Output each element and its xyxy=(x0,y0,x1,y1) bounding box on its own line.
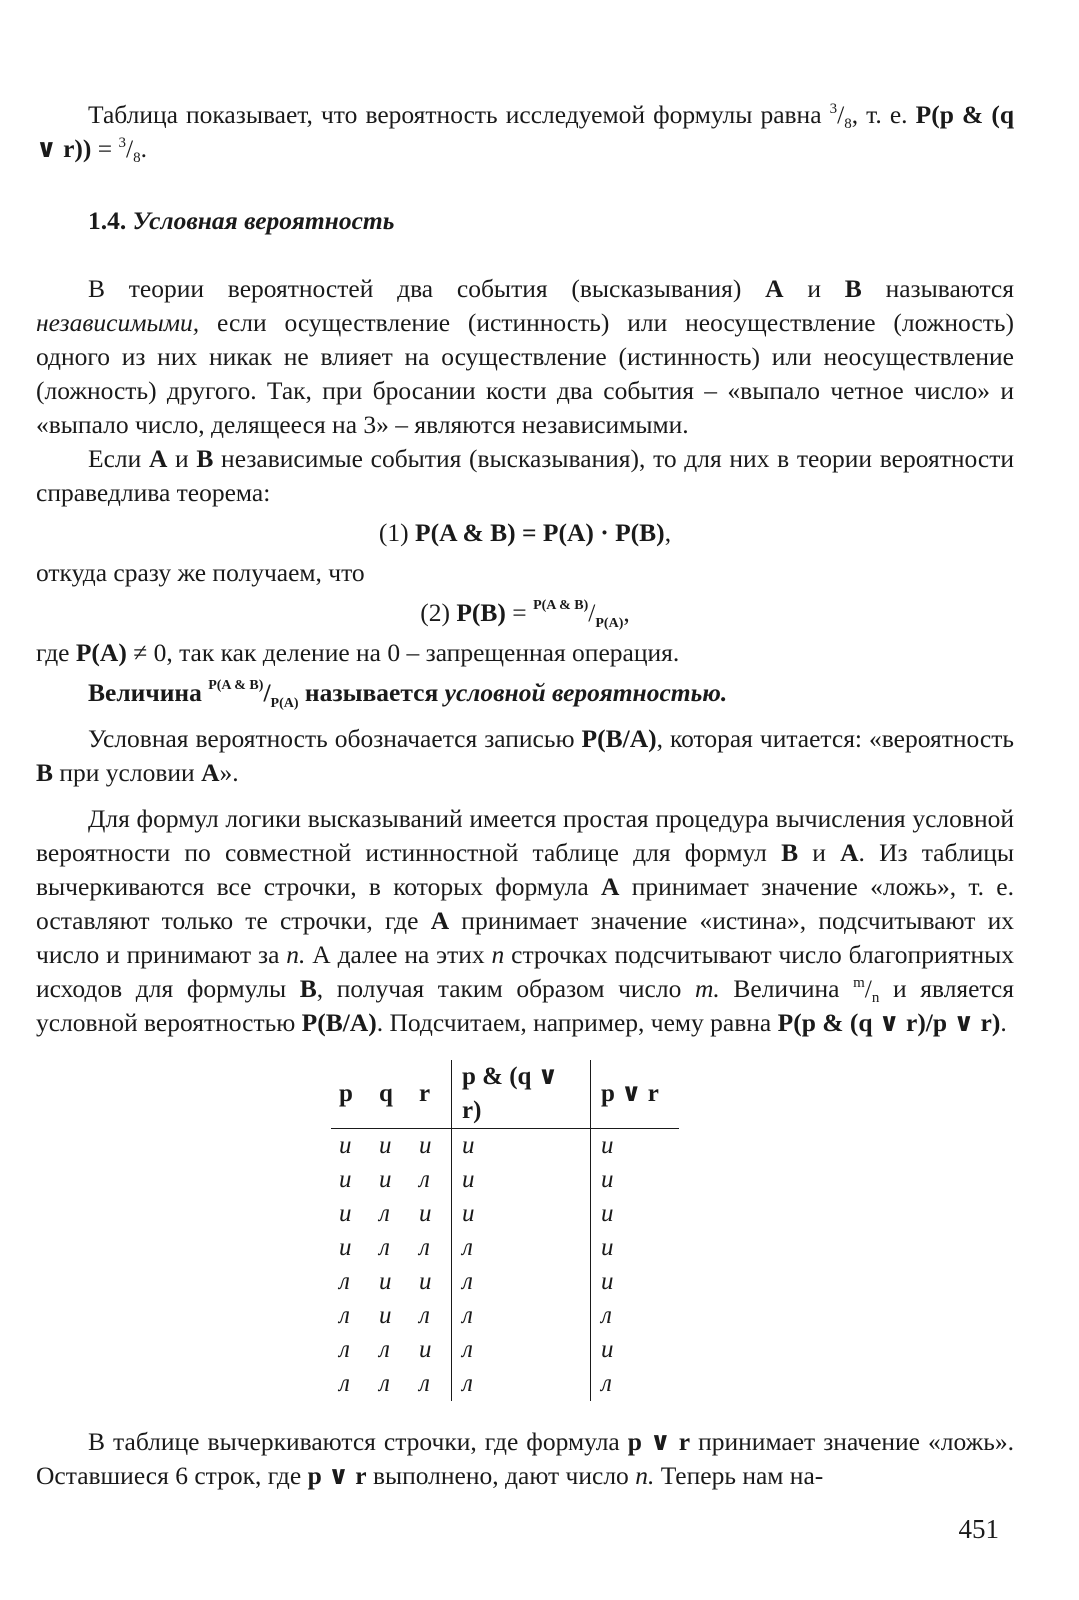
intro-text: Таблица показывает, что вероятность исследуемой формулы равна xyxy=(88,100,822,129)
text-run: принимает значение «ложь». Оставшиеся 6 строк, где xyxy=(36,1427,1014,1490)
term-conditional-probability: условной вероятностью. xyxy=(444,678,728,707)
table-cell: и xyxy=(591,1163,680,1197)
header-r: r xyxy=(411,1060,452,1129)
formula-body: P(A & B) = P(A) · P(B) xyxy=(415,518,665,547)
term-independent: независимыми, xyxy=(36,308,200,337)
header-formula-a: p & (q ∨ r) xyxy=(452,1060,591,1129)
table-cell: и xyxy=(339,1132,352,1159)
symbol-b: B xyxy=(781,838,799,867)
table-cell: л xyxy=(452,1299,591,1333)
text-run: . Из таблицы вычеркиваются все строчки, в которых формула xyxy=(36,838,1014,901)
text-run: ≠ 0, так как деление на 0 – запрещенная операция. xyxy=(126,638,680,667)
text-run: ». xyxy=(219,758,239,787)
text-run: В таблице вычеркиваются строчки, где формула xyxy=(88,1427,628,1456)
table-cell: и xyxy=(339,1200,352,1227)
symbol-m: m. xyxy=(694,974,720,1003)
symbol-b: B xyxy=(196,444,214,473)
header-q: q xyxy=(371,1060,411,1129)
section-heading xyxy=(36,204,1014,238)
symbol-n: n xyxy=(491,940,505,969)
period: . xyxy=(1000,1008,1007,1037)
equals-sign: = xyxy=(91,134,119,163)
table-row xyxy=(331,1163,679,1197)
table-cell: л xyxy=(591,1367,680,1401)
symbol-a: A xyxy=(840,838,859,867)
truth-table-header xyxy=(331,1060,679,1129)
truth-table-body xyxy=(331,1129,679,1402)
table-cell: л xyxy=(452,1367,591,1401)
fraction-denominator: P(A) xyxy=(595,616,624,631)
table-cell: и xyxy=(419,1132,432,1159)
fraction-denominator: n xyxy=(871,990,880,1006)
text-run: при условии xyxy=(53,758,202,787)
page-number: 451 xyxy=(958,1514,999,1544)
fraction-denominator: 8 xyxy=(133,150,141,166)
table-row xyxy=(331,1299,679,1333)
text-run: В теории вероятностей два события (высказывания) xyxy=(88,274,766,303)
text-run: Величина xyxy=(719,974,854,1003)
text-run: Если xyxy=(88,444,149,473)
symbol-a: A xyxy=(600,872,620,901)
table-cell: и xyxy=(419,1268,432,1295)
table-cell: и xyxy=(591,1129,680,1164)
table-cell: л xyxy=(419,1234,430,1261)
fraction-numerator: P(A & B) xyxy=(533,598,589,613)
text-run: Величина xyxy=(88,678,209,707)
formula-example: P(p & (q ∨ r)/p ∨ r) xyxy=(777,1008,1001,1037)
text-run: выполнено, дают число xyxy=(366,1461,636,1490)
definition-line: Величина $^{P(A \& B)}/_{P(A)}$ называется условной вероятностью. xyxy=(88,678,728,711)
paragraph-independent-events xyxy=(36,272,1014,442)
fraction-numerator: P(A & B) xyxy=(208,678,264,693)
text-run: где xyxy=(36,638,76,667)
paragraph-procedure: Для формул логики высказываний имеется простая процедура вычисления условной вероятности по совместной истинностной таблице для формул B и A. Из таблицы вычеркиваются все строчки, в которых формула A принимает значение «ложь», т. е. оставляют только те строчки, где A принимает значение «истина», подсчитывают их число и принимают за n. А далее на этих n строчках подсчитывают число благоприятных исходов для формулы B, получая таким образом число m. Величина $^m/_n$ и является условной вероятностью P(B/A). Подсчитаем, например, чему равна P(p & (q ∨ r)/p ∨ r). xyxy=(36,804,1015,1037)
fraction-numerator: m xyxy=(853,975,865,991)
table-row xyxy=(331,1197,679,1231)
formula-pa: P(A) xyxy=(75,638,127,667)
table-row xyxy=(331,1367,679,1401)
fraction-numerator: 3 xyxy=(829,101,838,117)
truth-table xyxy=(331,1060,679,1401)
table-cell: л xyxy=(339,1336,350,1363)
text-run: , которая читается: «вероятность xyxy=(656,724,1014,753)
table-row xyxy=(331,1265,679,1299)
table-cell: л xyxy=(339,1268,350,1295)
table-cell: л xyxy=(339,1370,350,1397)
text-run: А далее на этих xyxy=(305,940,492,969)
header-p: p xyxy=(331,1060,371,1129)
formula-pba: P(B/A) xyxy=(581,724,657,753)
table-cell: и xyxy=(379,1268,392,1295)
text-run: . Подсчитаем, например, чему равна xyxy=(376,1008,778,1037)
text-run: принимает значение «ложь», т. е. оставляют только те строчки, где xyxy=(36,872,1014,935)
table-row xyxy=(331,1333,679,1367)
paragraph-conclusion xyxy=(36,1425,1014,1493)
text-run: и является условной вероятностью xyxy=(36,974,1014,1037)
table-cell: л xyxy=(339,1302,350,1329)
period: . xyxy=(140,134,147,163)
text-run: строчках подсчитывают число благоприятных исходов для формулы xyxy=(36,940,1015,1003)
table-cell: л xyxy=(591,1299,680,1333)
table-cell: л xyxy=(419,1370,430,1397)
symbol-b: B xyxy=(299,974,317,1003)
table-cell: л xyxy=(452,1231,591,1265)
text-run: если осуществление (истинность) или неосуществление (ложность) одного из них никак не влияет на осуществление (истинность) или неосуществление (ложность) другого. Так, при бросании кости два события – «выпало четное число» и «выпало число, делящееся на 3» – являются независимыми. xyxy=(36,308,1014,439)
page-body xyxy=(36,98,1014,1493)
spacer xyxy=(36,790,1014,802)
table-cell: и xyxy=(379,1166,392,1193)
table-cell: и xyxy=(591,1265,680,1299)
text-run: независимые события (высказывания), то для них в теории вероятности справедлива теорема: xyxy=(36,444,1014,507)
symbol-n: n. xyxy=(635,1461,655,1490)
spacer xyxy=(36,1401,1014,1425)
table-cell: и xyxy=(419,1336,432,1363)
fraction-denominator: 8 xyxy=(844,116,852,132)
table-cell: л xyxy=(379,1200,390,1227)
formula-p-or-r: p ∨ r xyxy=(307,1461,367,1490)
symbol-a: A xyxy=(201,758,220,787)
symbol-a: A xyxy=(148,444,168,473)
table-cell: и xyxy=(591,1197,680,1231)
formula-label: (2) xyxy=(420,598,457,627)
table-cell: и xyxy=(591,1231,680,1265)
paragraph-notation xyxy=(36,722,1014,790)
table-row xyxy=(331,1231,679,1265)
symbol-a: A xyxy=(430,906,450,935)
table-cell: л xyxy=(419,1166,430,1193)
table-cell: и xyxy=(419,1200,432,1227)
text-run: Для формул логики высказываний имеется простая процедура вычисления условной вероятности по совместной истинностной таблице для формул xyxy=(36,804,1014,867)
table-cell: и xyxy=(452,1197,591,1231)
formula-1 xyxy=(36,516,1014,550)
punctuation: , xyxy=(664,518,672,547)
header-formula-b: p ∨ r xyxy=(591,1060,680,1129)
text-run: Теперь нам на- xyxy=(654,1461,824,1490)
symbol-b: B xyxy=(36,758,54,787)
formula-p-or-r: p ∨ r xyxy=(627,1427,691,1456)
table-cell: л xyxy=(379,1370,390,1397)
table-cell: и xyxy=(339,1166,352,1193)
text-run: и xyxy=(783,274,845,303)
formula-2: (2) $P(B) = ^{P(A \& B)}/_{P(A)}$, xyxy=(420,598,630,631)
section-title: Условная вероятность xyxy=(132,206,395,235)
section-number: 1.4. xyxy=(88,206,127,235)
table-cell: л xyxy=(452,1265,591,1299)
text-run: и xyxy=(167,444,197,473)
table-cell: и xyxy=(452,1129,591,1164)
text-run: и xyxy=(798,838,841,867)
table-cell: и xyxy=(339,1234,352,1261)
table-cell: и xyxy=(591,1333,680,1367)
formula-lhs: P(B) xyxy=(456,598,506,627)
table-cell: л xyxy=(379,1336,390,1363)
text-run: принимает значение «истина», подсчитывают их число и принимают за xyxy=(36,906,1014,969)
table-cell: л xyxy=(419,1302,430,1329)
text-run: называются xyxy=(861,274,1014,303)
intro-paragraph: Таблица показывает, что вероятность исследуемой формулы равна $^3/_8$, т. е. P(p & (q ∨ $r)) = ^3/_8$. xyxy=(36,100,1015,166)
table-cell: и xyxy=(452,1163,591,1197)
equals-sign: = xyxy=(505,598,534,627)
intro-tail: , т. е. xyxy=(851,100,908,129)
punctuation: , xyxy=(623,598,630,627)
table-cell: и xyxy=(379,1132,392,1159)
fraction-denominator: P(A) xyxy=(270,696,299,711)
symbol-a: A xyxy=(765,274,784,303)
table-row xyxy=(331,1129,679,1164)
formula-label: (1) xyxy=(378,518,416,547)
fraction-numerator: 3 xyxy=(118,135,127,151)
table-cell: л xyxy=(379,1234,390,1261)
table-cell: и xyxy=(379,1302,392,1329)
text-run: Условная вероятность обозначается записью xyxy=(88,724,582,753)
table-cell: л xyxy=(452,1333,591,1367)
symbol-n: n. xyxy=(286,940,306,969)
intro-formula: P(p & (q ∨ r)) xyxy=(36,100,1015,163)
symbol-b: B xyxy=(844,274,862,303)
formula-pba: P(B/A) xyxy=(301,1008,377,1037)
text-run: , получая таким образом число xyxy=(316,974,695,1003)
paragraph-theorem-intro xyxy=(36,442,1014,510)
where-text xyxy=(36,636,1014,670)
from-text: откуда сразу же получаем, что xyxy=(36,558,365,587)
text-run: называется xyxy=(298,678,445,707)
